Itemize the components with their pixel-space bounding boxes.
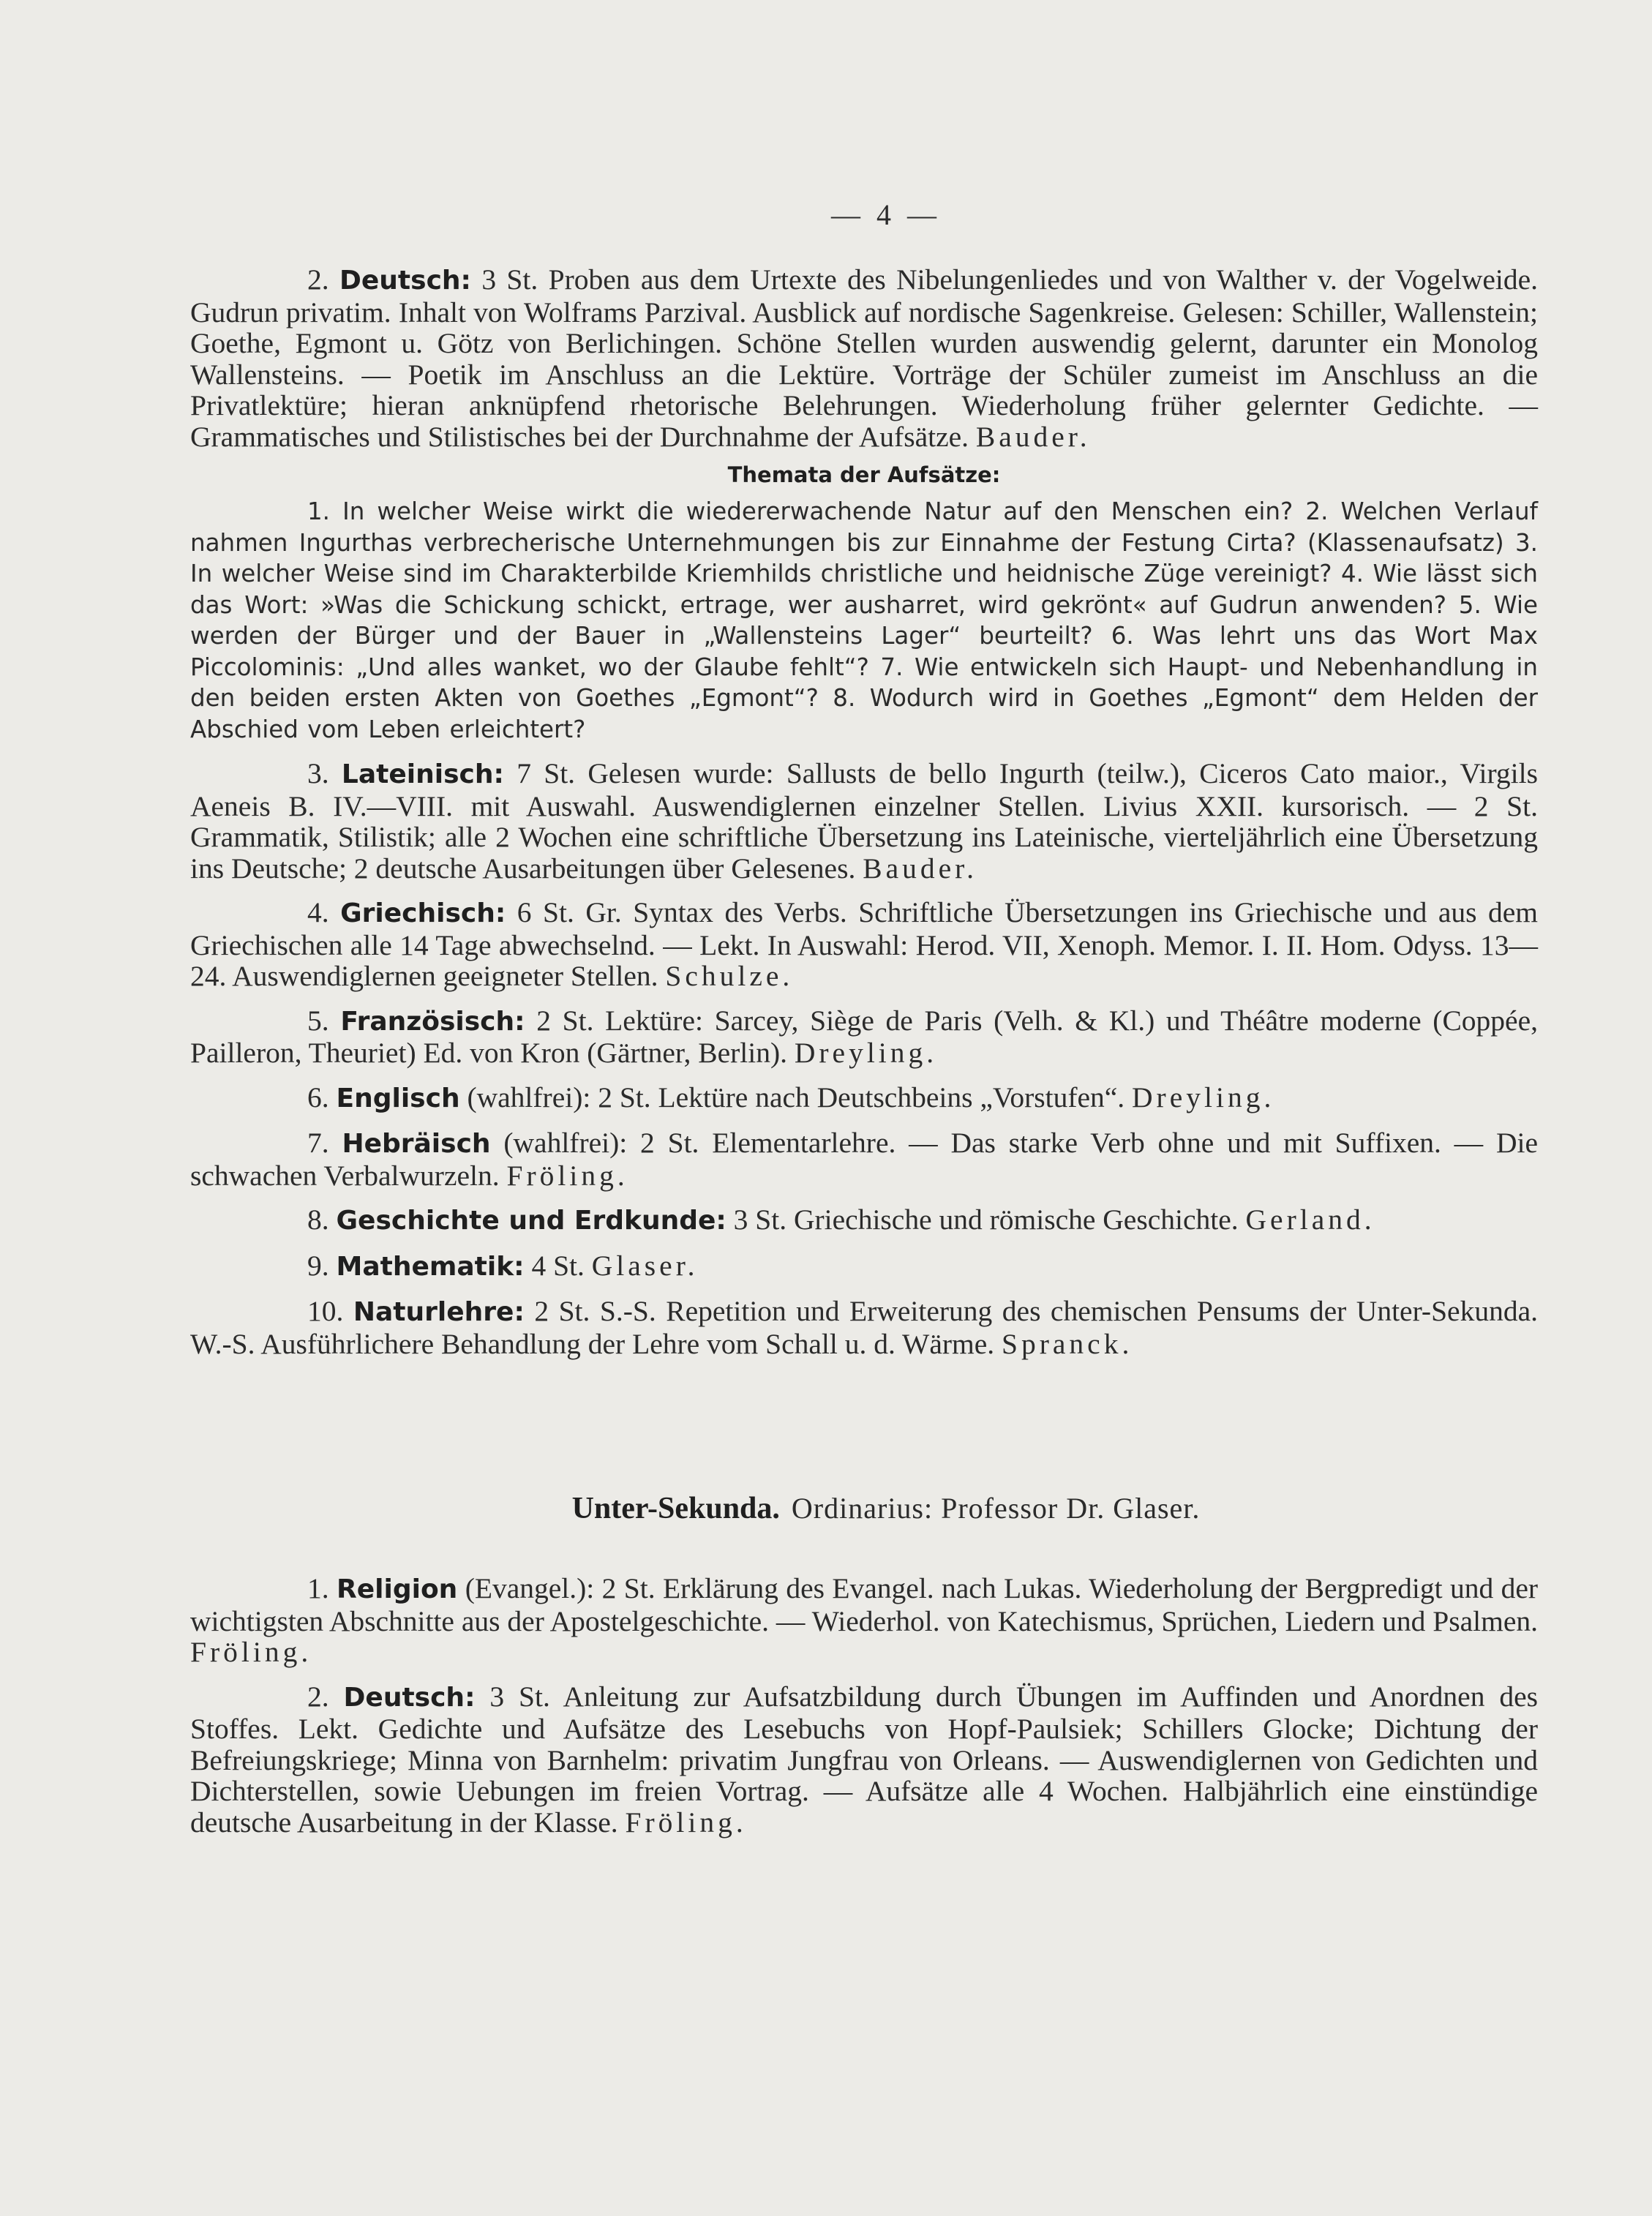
teacher-name: Fröling.	[506, 1159, 628, 1192]
paragraph-text: 2 St. S.-S. Repetition und Erweiterung des chemischen Pensums der Unter-Sekunda. W.-S. Ausführlichere Behandlung der Lehre vom Schall u. d. Wärme.	[190, 1295, 1538, 1360]
paragraph-text: 4 St.	[531, 1249, 585, 1282]
section-heading-untersekunda	[190, 1491, 1538, 1526]
subject-deutsch: Deutsch:	[343, 1682, 476, 1713]
paragraph-text: 6 St. Gr. Syntax des Verbs. Schriftliche Übersetzungen ins Griechische und aus dem Griechischen alle 14 Tage abwechselnd. — Lekt. In Auswahl: Herod. VII, Xenoph. Memor. I. II. Hom. Odyss. 13—24. Auswendiglernen geeigneter Stellen.	[190, 896, 1539, 992]
paragraph-englisch	[190, 1082, 1538, 1115]
paragraph-griechisch	[190, 897, 1538, 992]
item-number: 7.	[307, 1127, 329, 1159]
paragraph-text: 3 St. Anleitung zur Aufsatzbildung durch Übungen im Auffinden und Anordnen des Stoffes. Lekt. Gedichte und Aufsätze des Lesebuchs von Hopf-Paulsiek; Schillers Glocke; Dichtung der Befreiungskriege; Minna von Barnhelm: privatim Jungfrau von Orleans. — Auswendiglernen von Gedichten und Dichterstellen, sowie Uebungen im freien Vortrag. — Aufsätze alle 4 Wochen. Halbjährlich eine einstündige deutsche Ausarbeitung in der Klasse.	[190, 1680, 1539, 1838]
item-number: 9.	[307, 1249, 329, 1282]
paragraph-franzoesisch	[190, 1005, 1538, 1069]
subject-griechisch: Griechisch:	[340, 898, 506, 928]
themata-list: 1. In welcher Weise wirkt die wiedererwachende Natur auf den Menschen ein? 2. Welchen Verlauf nahmen Ingurthas verbrecherische Unternehmungen bis zur Einnahme der Festung Cirta? (Klassenaufsatz) 3. In welcher Weise sind im Charakterbilde Kriemhilds christliche und heidnische Züge vereinigt? 4. Wie lässt sich das Wort: »Was die Schickung schickt, ertrage, wer ausharret, wird gekrönt« auf Gudrun anwenden? 5. Wie werden der Bürger und der Bauer in „Wallensteins Lager“ beurteilt? 6. Was lehrt uns das Wort Max Piccolominis: „Und alles wanket, wo der Glaube fehlt“? 7. Wie entwickeln sich Haupt- und Nebenhandlung in den beiden ersten Akten von Goethes „Egmont“? 8. Wodurch wird in Goethes „Egmont“ dem Helden der Abschied vom Leben erleichtert?	[190, 497, 1538, 743]
section-title: Unter-Sekunda.	[571, 1492, 780, 1525]
teacher-name: Dreyling.	[1132, 1081, 1275, 1113]
item-number: 2.	[307, 1680, 329, 1713]
paragraph-text: (wahlfrei): 2 St. Elementarlehre. — Das starke Verb ohne und mit Suffixen. — Die schwachen Verbalwurzeln.	[190, 1127, 1539, 1192]
item-number: 10.	[307, 1295, 344, 1327]
paragraph-geschichte	[190, 1204, 1538, 1237]
paragraph-religion	[190, 1573, 1538, 1668]
paragraph-text: 3 St. Griechische und römische Geschichte.	[733, 1203, 1239, 1236]
teacher-name: Gerland.	[1245, 1203, 1375, 1236]
teacher-name: Bauder.	[975, 420, 1091, 453]
item-number: 6.	[307, 1081, 329, 1113]
subject-mathematik: Mathematik:	[336, 1251, 525, 1282]
themata-heading: Themata der Aufsätze:	[727, 462, 1001, 487]
subject-englisch: Englisch	[336, 1083, 460, 1113]
subject-lateinisch: Lateinisch:	[341, 759, 504, 789]
item-number: 3.	[307, 757, 329, 789]
item-number: 8.	[307, 1203, 329, 1236]
paragraph-text: 3 St. Proben aus dem Urtexte des Nibelungenliedes und von Walther v. der Vogelweide. Gudrun privatim. Inhalt von Wolframs Parzival. Ausblick auf nordische Sagenkreise. Gelesen: Schiller, Wallenstein; Goethe, Egmont u. Götz von Berlichingen. Schöne Stellen wurden auswendig gelernt, darunter ein Monolog Wallensteins. — Poetik im Anschluss an die Lektüre. Vorträge der Schüler zumeist im Anschluss an die Privatlektüre; hieran anknüpfend rhetorische Belehrungen. Wiederholung früher gelernter Gedichte. — Grammatisches und Stilistisches bei der Durchnahme der Aufsätze.	[190, 263, 1539, 453]
teacher-name: Schulze.	[665, 960, 794, 992]
item-number: 5.	[307, 1004, 329, 1037]
paragraph-text: (Evangel.): 2 St. Erklärung des Evangel. nach Lukas. Wiederholung der Bergpredigt und der wichtigsten Abschnitte aus der Apostelgeschichte. — Wiederhol. von Katechismus, Sprüchen, Liedern und Psalmen.	[190, 1572, 1539, 1637]
subject-religion: Religion	[337, 1574, 458, 1604]
paragraph-lateinisch	[190, 758, 1538, 884]
teacher-name: Glaser.	[591, 1249, 699, 1282]
paragraph-deutsch	[190, 264, 1538, 452]
teacher-name: Dreyling.	[794, 1037, 938, 1069]
paragraph-deutsch-untersekunda	[190, 1681, 1538, 1838]
item-number: 2.	[307, 263, 329, 296]
teacher-name: Spranck.	[1002, 1327, 1133, 1360]
subject-geschichte: Geschichte und Erdkunde:	[336, 1206, 726, 1236]
document-page	[190, 198, 1538, 1838]
paragraph-naturlehre	[190, 1296, 1538, 1359]
paragraph-hebraeisch	[190, 1127, 1538, 1191]
item-number: 4.	[307, 896, 329, 928]
page-number: — 4 —	[831, 198, 941, 231]
item-number: 1.	[307, 1572, 329, 1604]
subject-hebraeisch: Hebräisch	[342, 1129, 491, 1159]
teacher-name: Fröling.	[190, 1636, 312, 1668]
subject-deutsch: Deutsch:	[339, 266, 471, 296]
paragraph-text: (wahlfrei): 2 St. Lektüre nach Deutschbeins „Vorstufen“.	[467, 1081, 1125, 1113]
subject-naturlehre: Naturlehre:	[353, 1297, 525, 1327]
section-ordinarius: Ordinarius: Professor Dr. Glaser.	[791, 1492, 1201, 1525]
teacher-name: Fröling.	[625, 1806, 747, 1838]
paragraph-text: 2 St. Lektüre: Sarcey, Siège de Paris (Velh. & Kl.) und Théâtre moderne (Coppée, Pailleron, Theuriet) Ed. von Kron (Gärtner, Berlin).	[190, 1004, 1538, 1069]
subject-franzoesisch: Französisch:	[340, 1006, 525, 1037]
teacher-name: Bauder.	[863, 852, 977, 884]
paragraph-mathematik	[190, 1250, 1538, 1283]
paragraph-text: 7 St. Gelesen wurde: Sallusts de bello Ingurth (teilw.), Ciceros Cato maior., Virgils Aeneis B. IV.—VIII. mit Auswahl. Auswendiglernen einzelner Stellen. Livius XXII. kursorisch. — 2 St. Grammatik, Stilistik; alle 2 Wochen eine schriftliche Übersetzung ins Lateinische, vierteljährlich eine Übersetzung ins Deutsche; 2 deutsche Ausarbeitungen über Gelesenes.	[190, 757, 1538, 884]
